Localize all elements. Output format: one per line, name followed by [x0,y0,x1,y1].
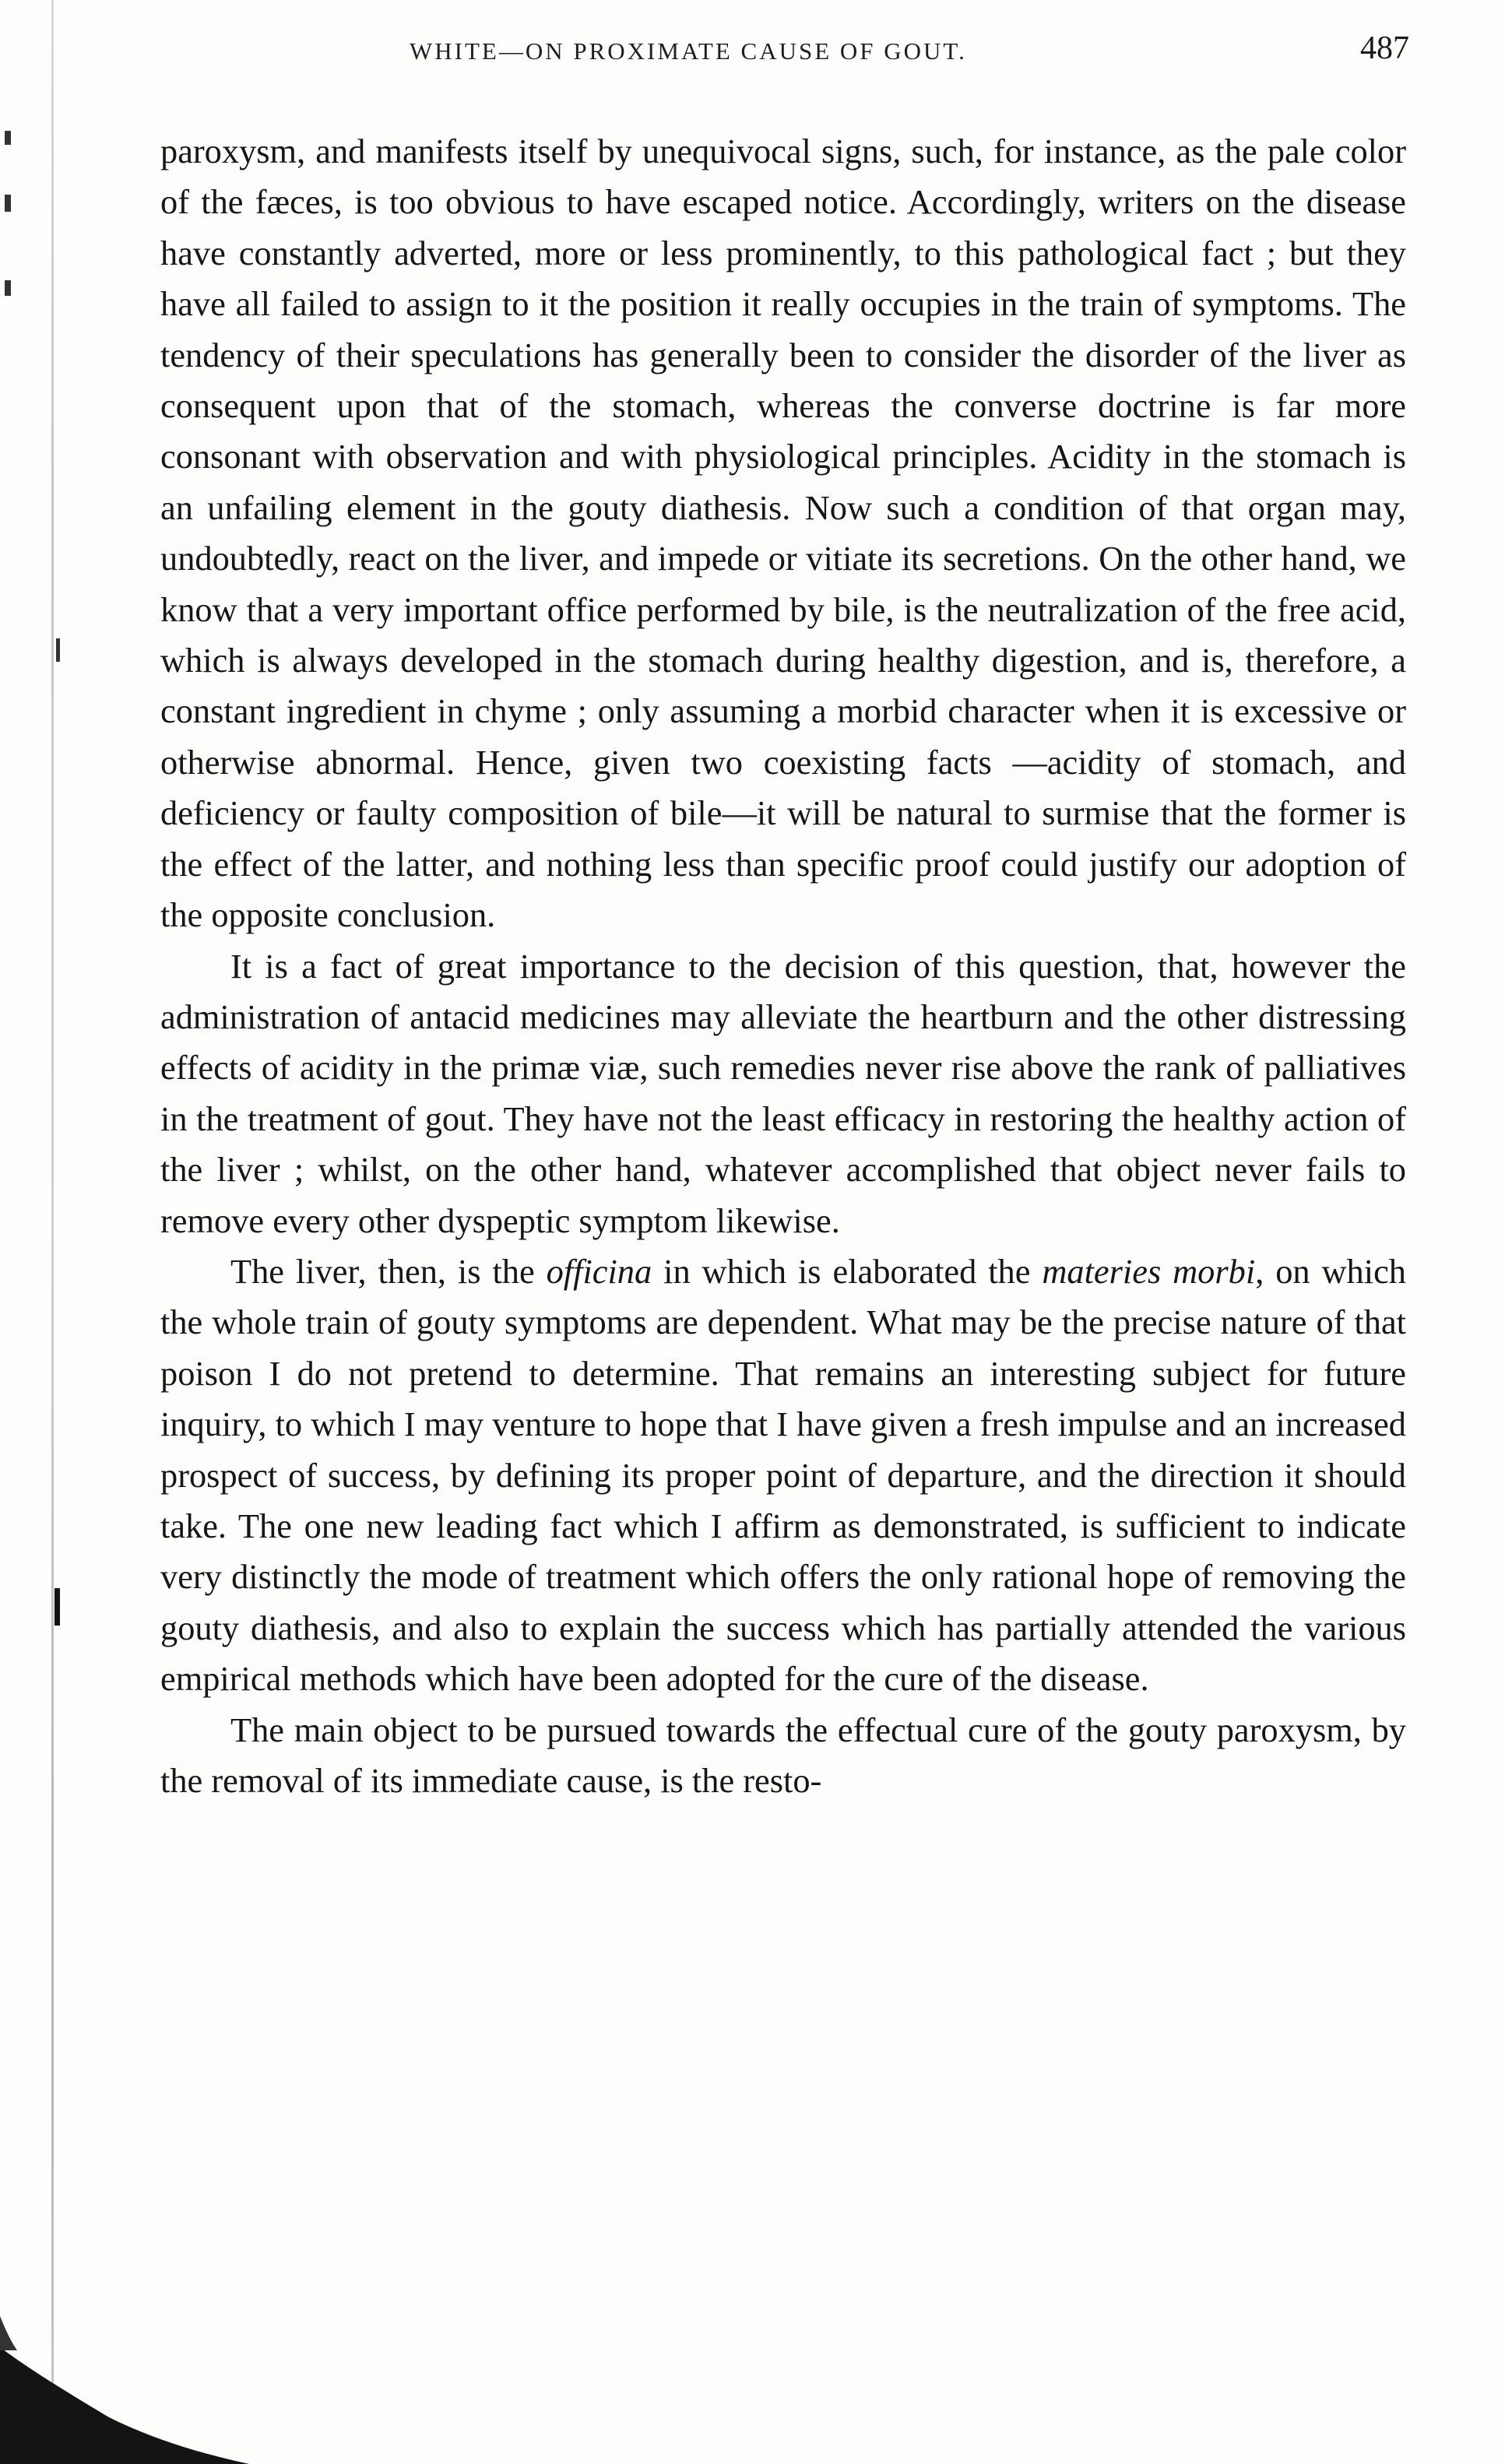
italic-officina: officina [546,1251,652,1291]
paragraph-3-part-1: The liver, then, is the [230,1251,547,1291]
scan-binding-line [51,0,54,2464]
scan-mark [5,280,11,296]
italic-materies-morbi: materies morbi [1042,1251,1256,1291]
paragraph-3-part-3: , on which the whole train of gouty symptoms are dependent. What may be the precise nature of that poison I do not pretend to determine. That remains an interesting subject for future inquiry, to which I may venture to hope that I have given a fresh impulse and an increased prospect of success, by defining its proper point of departure, and the direction it should take. The one new leading fact which I affirm as demonstrated, is sufficient to indicate very distinctly the mode of treatment which offers the only rational hope of removing the gouty diathesis, and also to explain the success which has partially attended the various empirical methods which have been adopted for the cure of the disease. [160,1251,1406,1699]
page-header [160,26,1409,81]
paragraph-4: The main object to be pursued towards the effectual cure of the gouty paroxysm, by the removal of its immediate cause, is the resto- [160,1710,1406,1800]
scan-mark [55,1588,60,1626]
scan-mark [56,638,60,662]
paragraph-1: paroxysm, and manifests itself by unequivocal signs, such, for instance, as the pale color of the fæces, is too obvious to have escaped notice. Accordingly, writers on the disease have constantly adverted, more or less prominently, to this pathological fact ; but they have all failed to assign to it the position it really occupies in the train of symptoms. The tendency of their speculations has generally been to consider the disorder of the liver as consequent upon that of the stomach, whereas the converse doctrine is far more consonant with observation and with physiological principles. Acidity in the stomach is an unfailing element in the gouty diathesis. Now such a condition of that organ may, undoubtedly, react on the liver, and impede or vitiate its secretions. On the other hand, we know that a very important office performed by bile, is the neutralization of the free acid, which is always developed in the stomach during healthy digestion, and is, therefore, a constant ingredient in chyme ; only assuming a morbid character when it is excessive or otherwise abnormal. Hence, given two coexisting facts —acidity of stomach, and deficiency or faulty composition of bile—it will be natural to surmise that the former is the effect of the latter, and nothing less than specific proof could justify our adoption of the opposite conclusion. [160,132,1406,935]
paragraph-3-part-2: in which is elaborated the [652,1251,1043,1291]
page-corner-shadow [0,2301,249,2464]
paragraph-2: It is a fact of great importance to the decision of this question, that, however the administration of antacid medicines may alleviate the heartburn and the other distressing effects of acidity in the primæ viæ, such remedies never rise above the rank of palliatives in the treatment of gout. They have not the least efficacy in restoring the healthy action of the liver ; whilst, on the other hand, whatever accomplished that object never fails to remove every other dyspeptic symptom likewise. [160,946,1406,1240]
scan-mark [5,195,11,212]
page-number: 487 [1360,30,1409,66]
book-page [160,26,1409,1806]
body-text [160,126,1406,1806]
paragraph-3 [160,1246,1406,1705]
running-head: WHITE—ON PROXIMATE CAUSE OF GOUT. [410,37,967,65]
scan-mark [5,131,11,145]
